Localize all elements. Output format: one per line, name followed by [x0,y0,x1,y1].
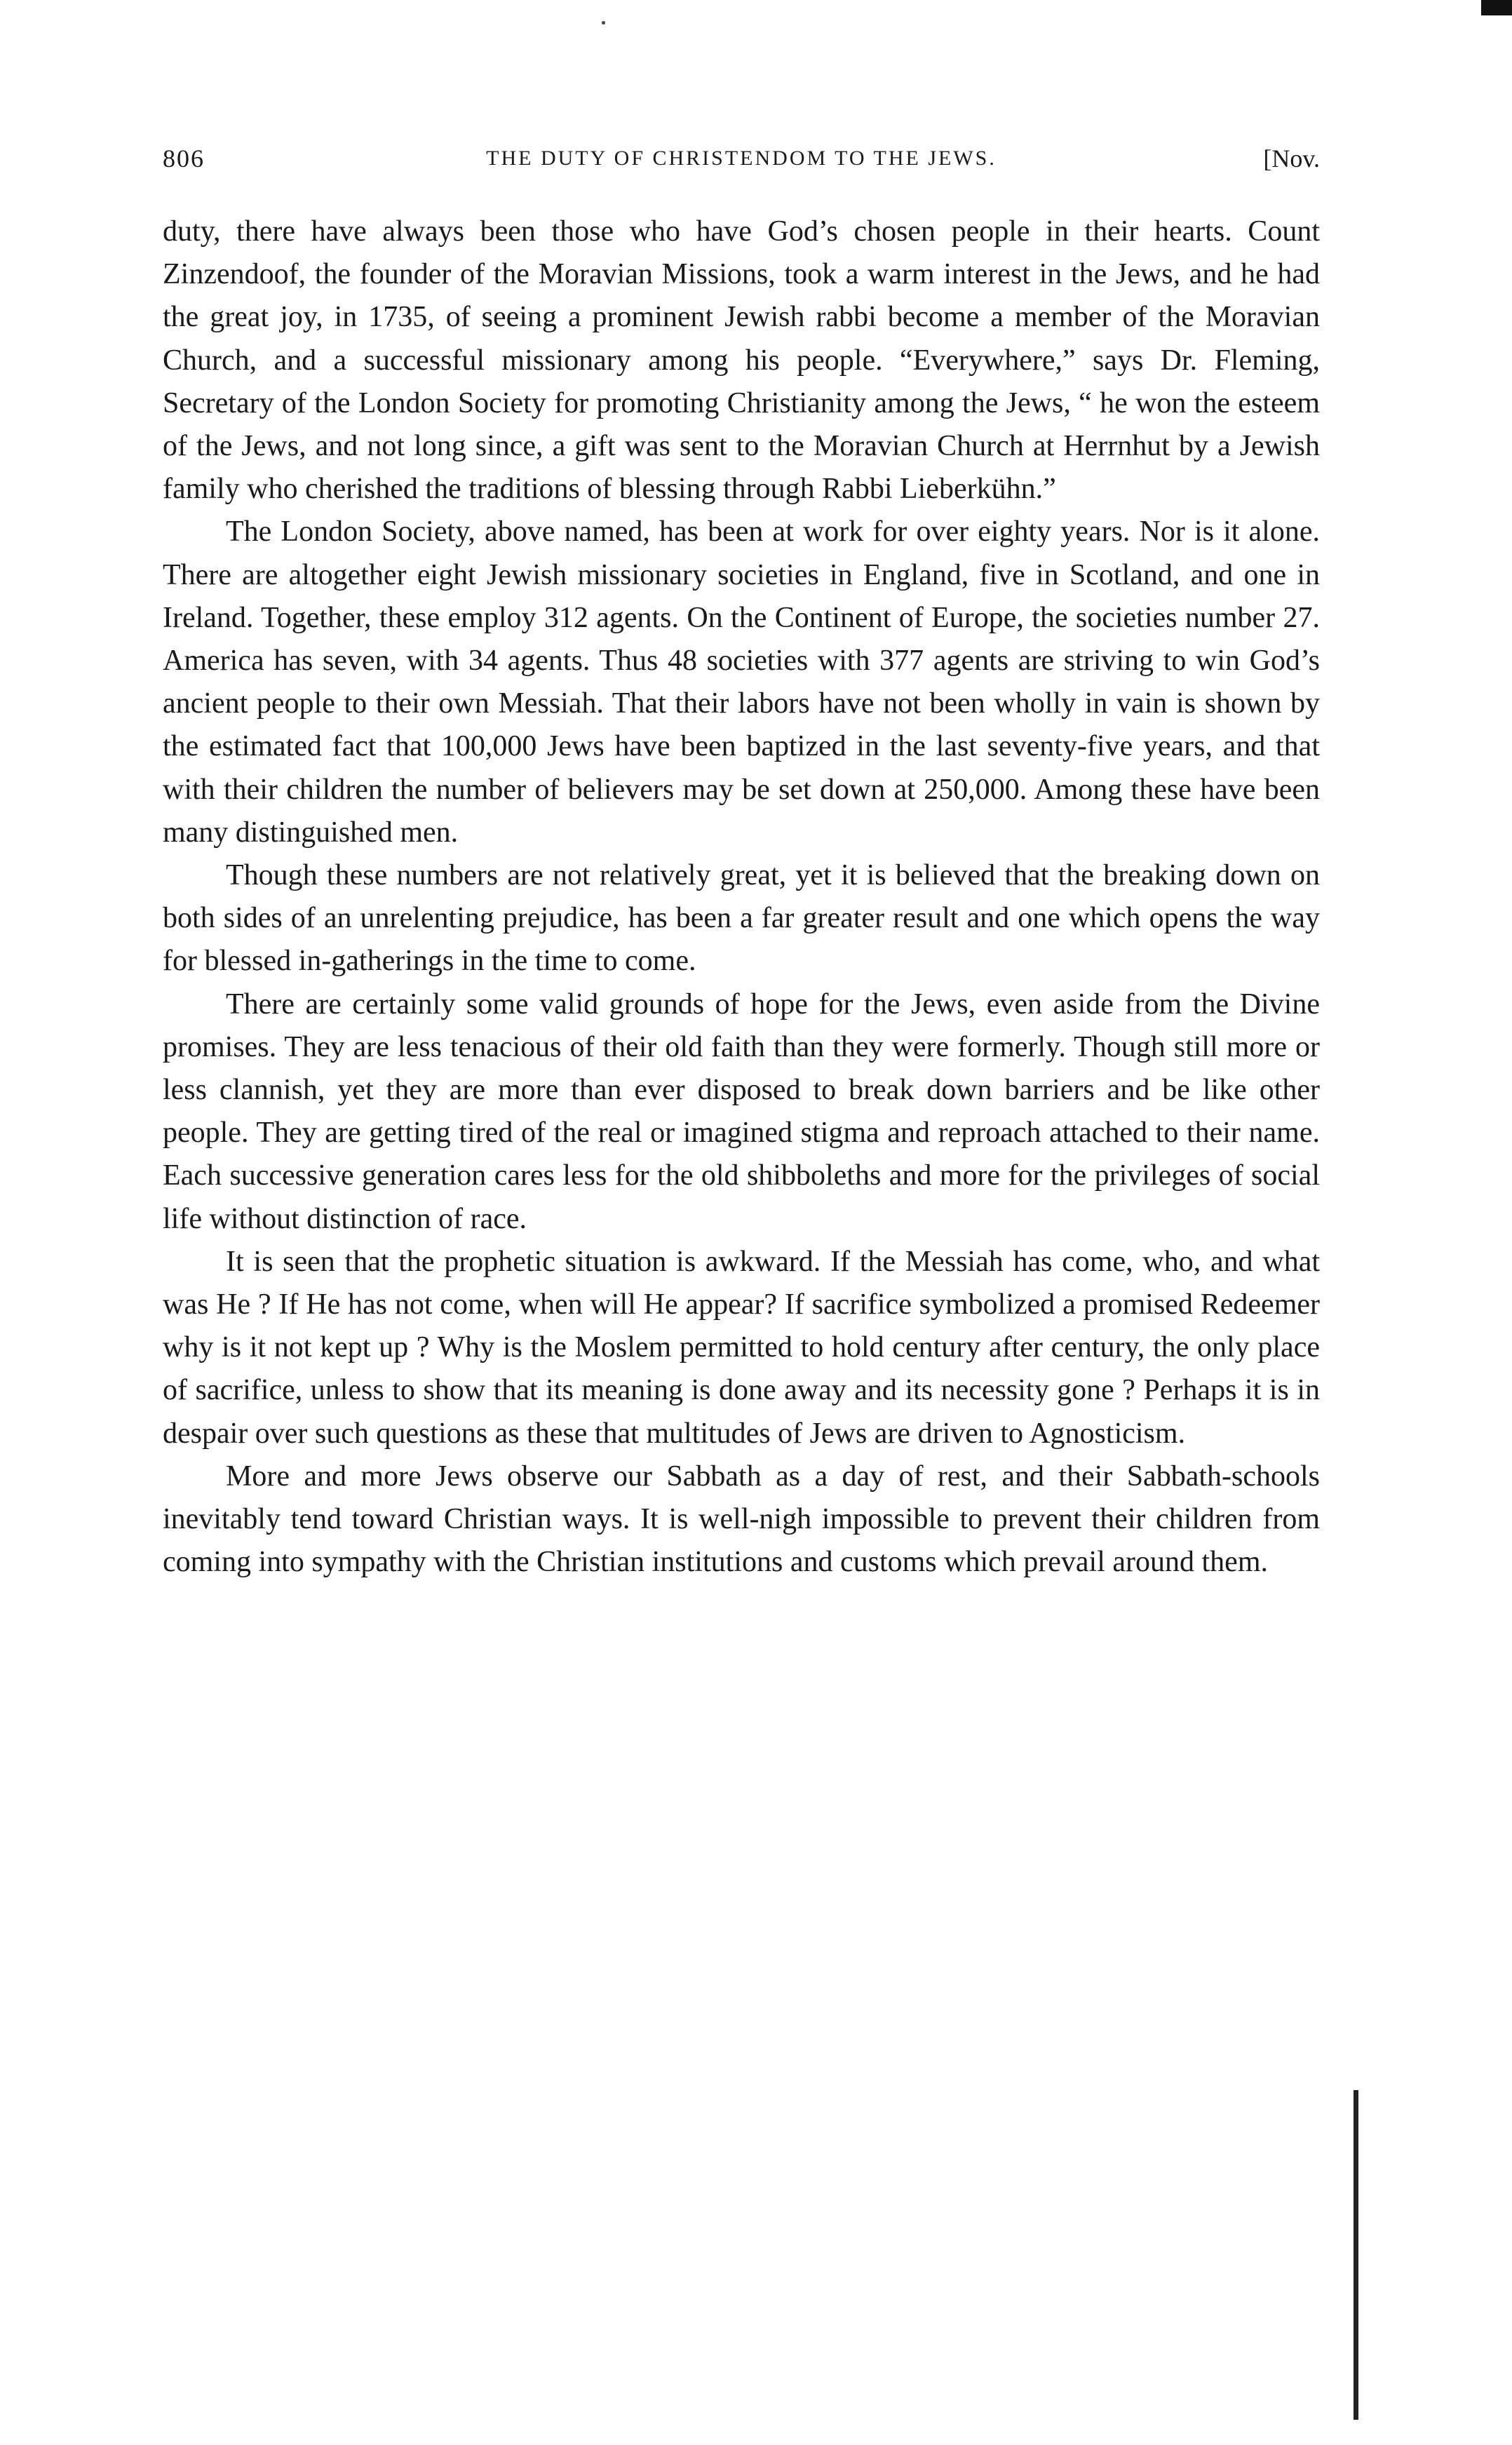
paragraph: Though these numbers are not relatively great, yet it is believed that the breaking down on both sides of an unrelenting prejudice, has been a far greater result and one which opens the way for blessed in-gatherings in the time to come. [163,859,1320,978]
paragraph: duty, there have always been those who have God’s chosen people in their hearts. Count Zinzendoof, the founder of the Moravian Missions, took a warm interest in the Jews, and he had the great joy, in 1735, of seeing a prominent Jewish rabbi become a member of the Moravian Church, and a successful missionary among his people. “Everywhere,” says Dr. Fleming, Secretary of the London Society for promoting Christianity among the Jews, “ he won the esteem of the Jews, and not long since, a gift was sent to the Moravian Church at Herrnhut by a Jewish family who cherished the traditions of blessing through Rabbi Lieberkühn.” [163,215,1320,506]
paragraph: More and more Jews observe our Sabbath as a day of rest, and their Sabbath-schools inevitably tend toward Christian ways. It is well-nigh impossible to prevent their children from coming into sympathy with the Christian institutions and customs which prevail around them. [163,1460,1320,1579]
running-header [163,144,1320,186]
scan-edge-mark [1481,0,1512,15]
scan-speck [602,21,605,25]
paragraph: It is seen that the prophetic situation is awkward. If the Messiah has come, who, and what was He ? If He has not come, when will He appear? If sacrifice symbolized a promised Redeemer why is it not kept up ? Why is the Moslem permitted to hold century after century, the only place of sacrifice, unless to show that its meaning is done away and its necessity gone ? Perhaps it is in despair over such questions as these that multitudes of Jews are driven to Agnosticism. [163,1245,1320,1450]
running-title: THE DUTY OF CHRISTENDOM TO THE JEWS. [486,147,997,170]
paragraph: There are certainly some valid grounds of hope for the Jews, even aside from the Divine promises. They are less tenacious of their old faith than they were formerly. Though still more or less clannish, yet they are more than ever disposed to break down barriers and be like other people. They are getting tired of the real or imagined stigma and reproach attached to their name. Each successive generation cares less for the old shibboleths and more for the privileges of social life without distinction of race. [163,988,1320,1235]
body-text [163,210,1320,1584]
scan-margin-line [1354,2090,1358,2420]
paragraph: The London Society, above named, has been at work for over eighty years. Nor is it alone. There are altogether eight Jewish missionary societies in England, five in Scotland, and one in Ireland. Together, these employ 312 agents. On the Continent of Europe, the societies number 27. America has seven, with 34 agents. Thus 48 societies with 377 agents are striving to win God’s ancient people to their own Messiah. That their labors have not been wholly in vain is shown by the estimated fact that 100,000 Jews have been baptized in the last seventy-five years, and that with their children the number of believers may be set down at 250,000. Among these have been many distinguished men. [163,516,1320,849]
page-number: 806 [163,144,205,173]
header-month: [Nov. [1263,144,1320,173]
